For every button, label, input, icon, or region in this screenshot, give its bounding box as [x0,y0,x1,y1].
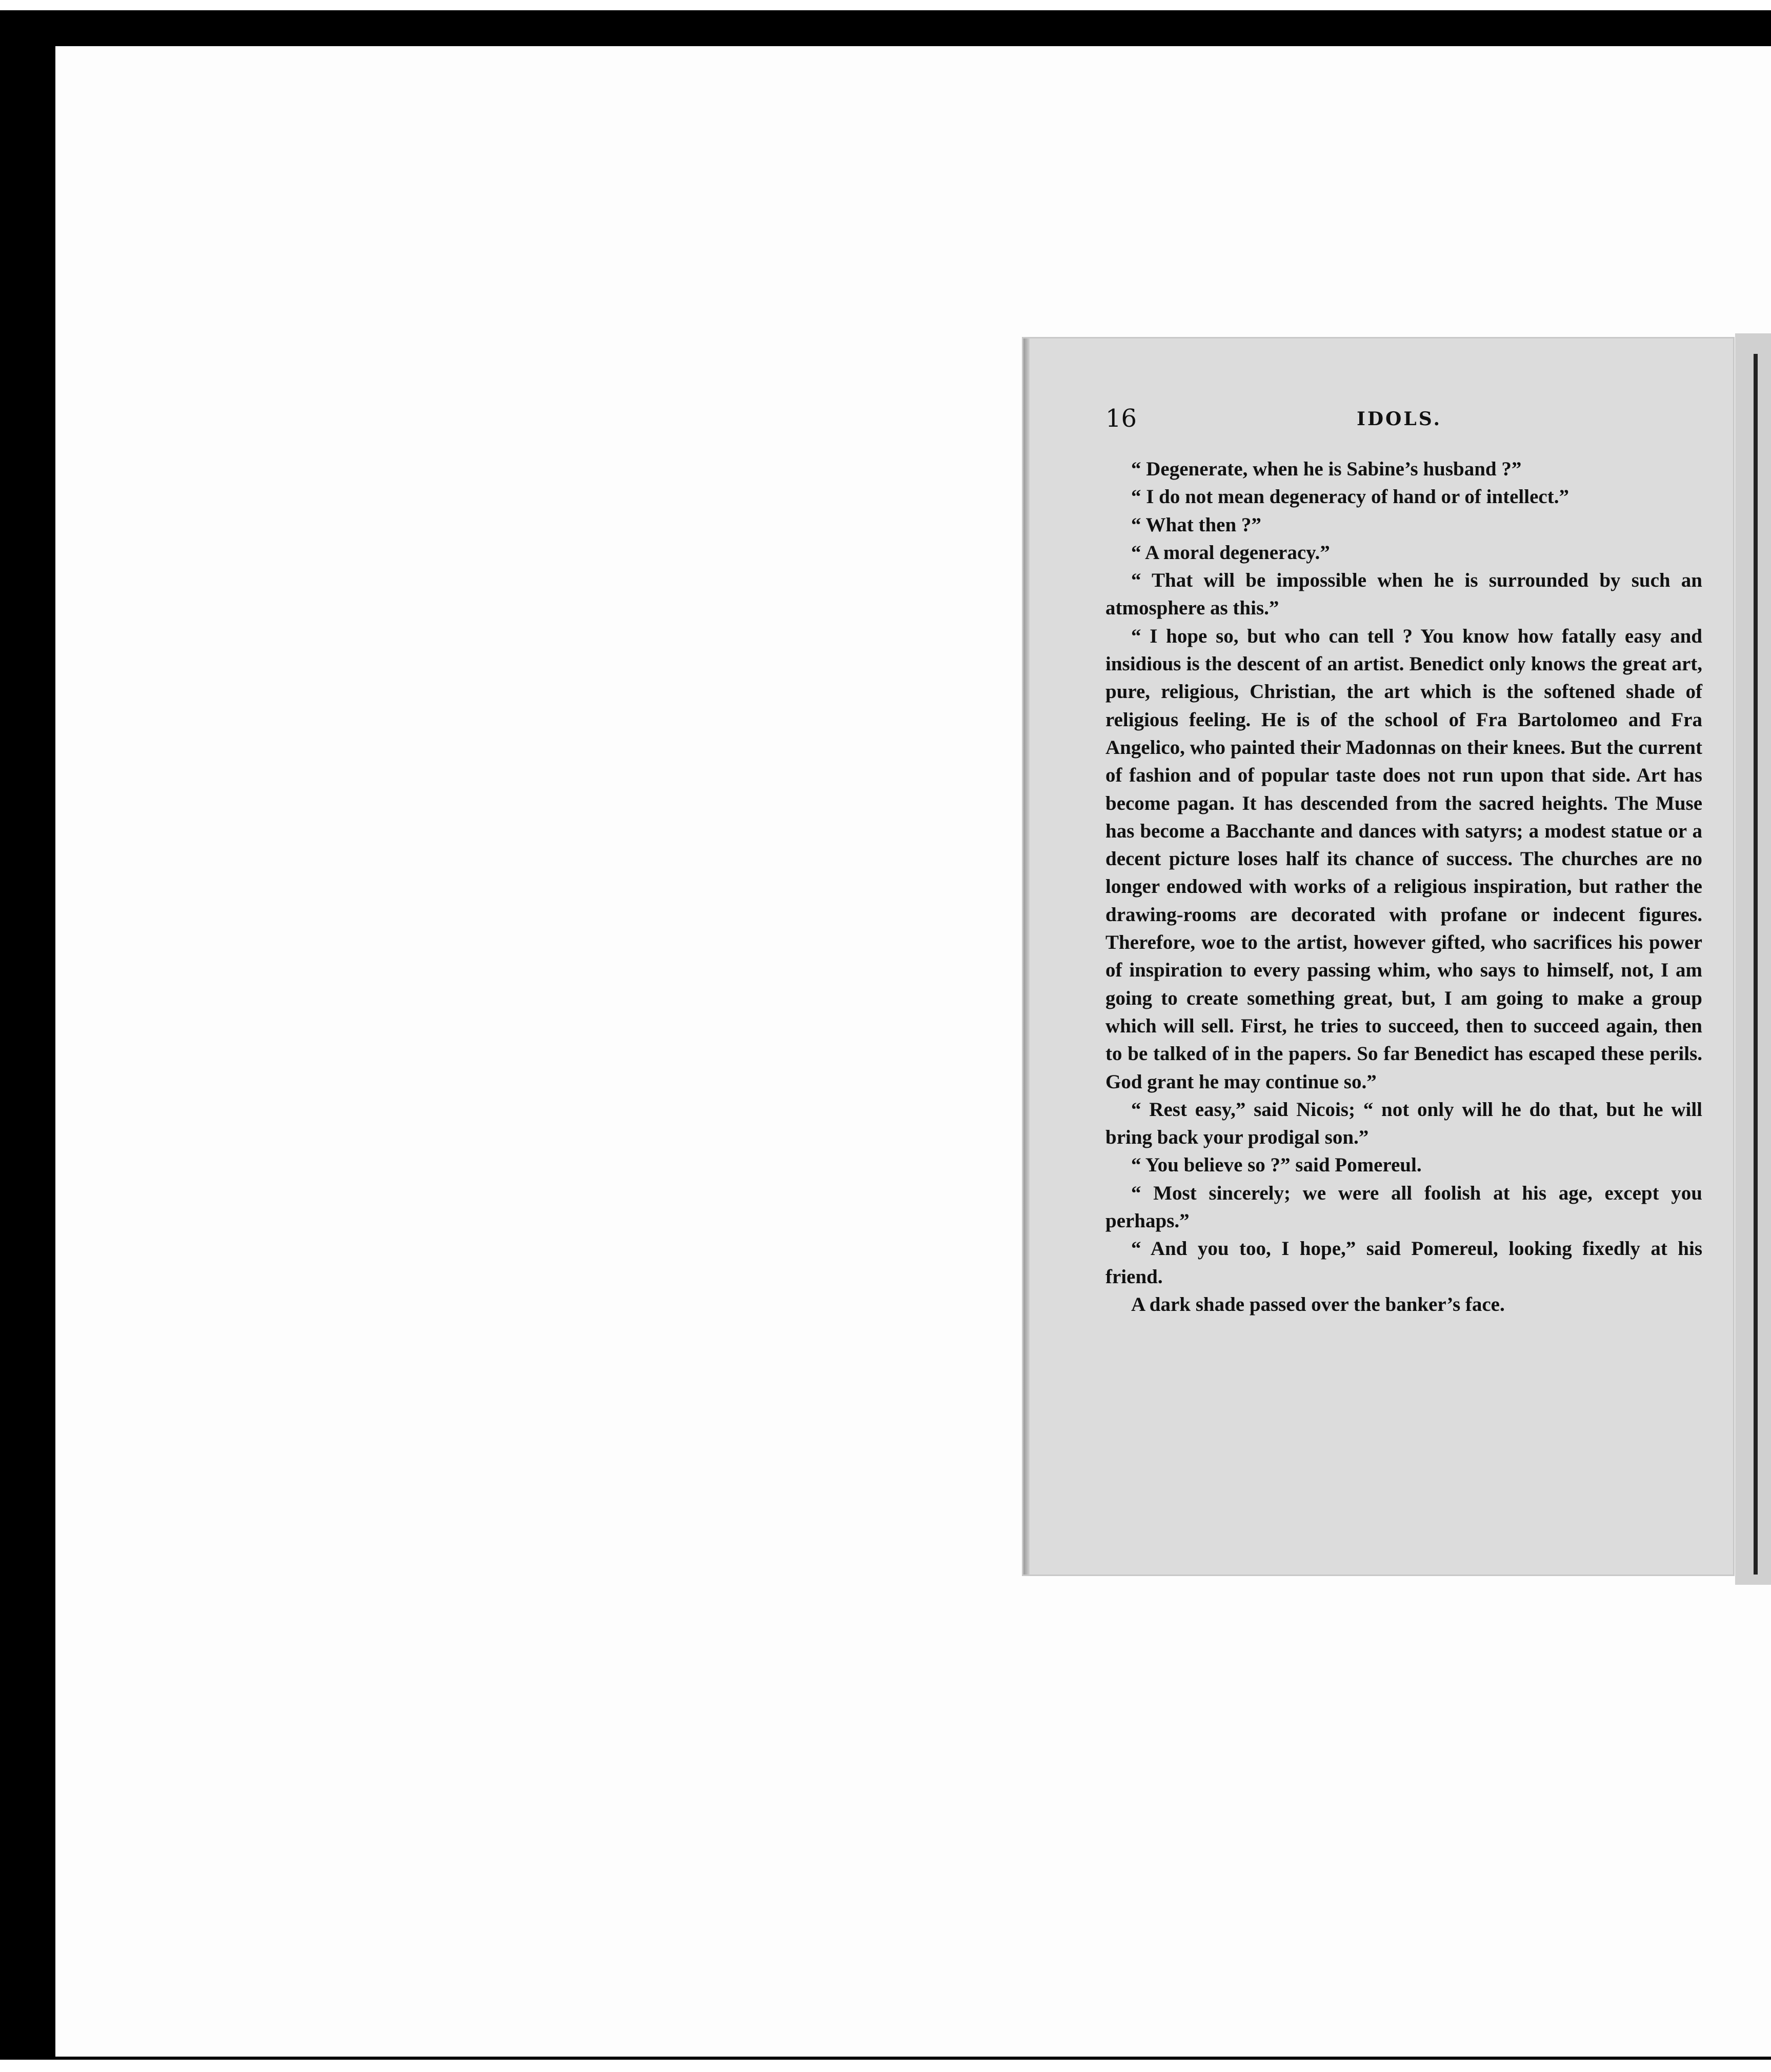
book-spine-shadow [1754,354,1758,1575]
paragraph: “ I hope so, but who can tell ? You know how fatally easy and insidious is the descent of an artist. Benedict only knows the great art, pure, religious, Christian, the art which is the softened shade of religious feeling. He is of the school of Fra Bartolomeo and Fra Angelico, who painted their Madonnas on their knees. But the current of fashion and of popular taste does not run upon that side. Art has become pagan. It has descended from the sacred heights. The Muse has become a Bacchante and dances with satyrs; a modest statue or a decent picture loses half its chance of success. The churches are no longer endowed with works of a religious inspiration, but rather the drawing-rooms are decorated with profane or indecent figures. Therefore, woe to the artist, however gifted, who sacrifices his power of inspiration to every passing whim, who says to himself, not, I am going to create something great, but, I am going to make a group which will sell. First, he tries to succeed, then to succeed again, then to be talked of in the papers. So far Benedict has escaped these perils. God grant he may continue so.” [1105,625,1702,1093]
paragraph: “ What then ?” [1131,513,1261,536]
scan-bottom-line [0,2057,1771,2060]
running-head: IDOLS. [1357,408,1442,430]
facing-page-edge [1735,333,1771,1585]
paragraph: “ I do not mean degeneracy of hand or of intellect.” [1131,486,1569,508]
paragraph: “ Rest easy,” said Nicois; “ not only will he do that, but he will bring back your prodigal son.” [1105,1098,1702,1149]
paragraph: A dark shade passed over the banker’s face. [1131,1293,1505,1316]
paragraph: “ You believe so ?” said Pomereul. [1131,1154,1422,1177]
book-page [1023,338,1733,1575]
scan-bottom-margin [0,2057,1771,2072]
page-header [1105,404,1700,435]
paragraph: “ That will be impossible when he is surrounded by such an atmosphere as this.” [1105,569,1702,620]
scan-top-margin [0,0,1771,10]
paragraph: “ Most sincerely; we were all foolish at his age, except you perhaps.” [1105,1182,1702,1232]
page-body [1105,455,1702,1319]
paragraph: “ A moral degeneracy.” [1131,541,1330,564]
paragraph: “ Degenerate, when he is Sabine’s husband ?” [1131,458,1522,480]
scan-left-border [0,10,55,2057]
paragraph: “ And you too, I hope,” said Pomereul, looking fixedly at his friend. [1105,1238,1702,1288]
page-number: 16 [1105,404,1137,433]
